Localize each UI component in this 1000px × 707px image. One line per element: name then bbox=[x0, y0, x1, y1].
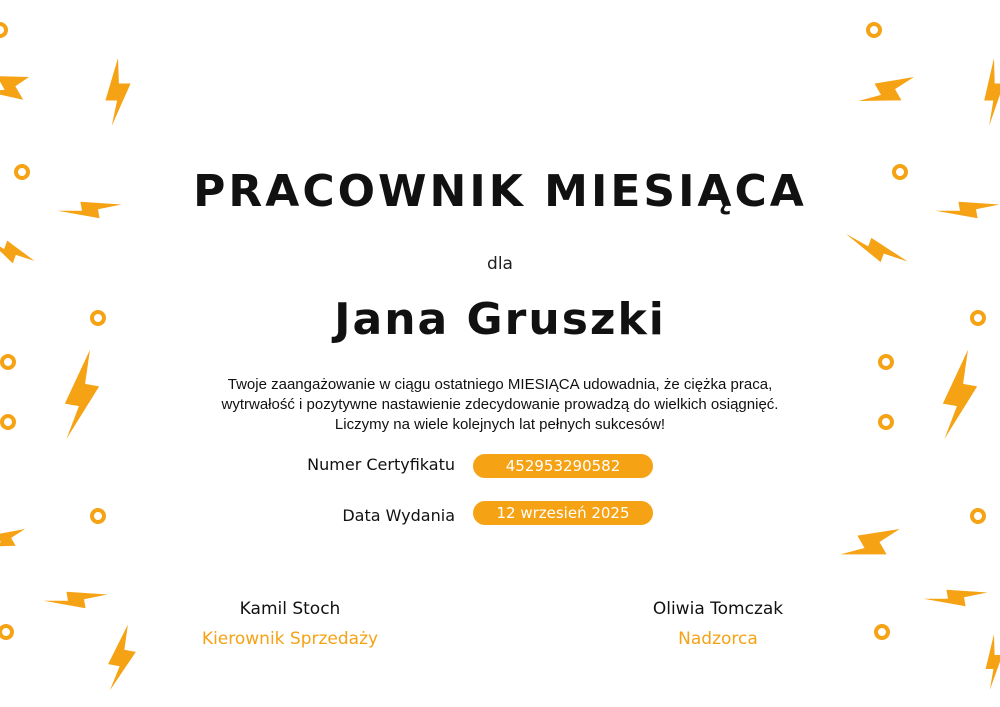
lightning-bolt-icon bbox=[0, 62, 37, 113]
lightning-bolt-icon bbox=[937, 347, 983, 443]
ring-icon bbox=[868, 24, 880, 36]
ring-icon bbox=[876, 626, 888, 638]
ring-icon bbox=[92, 510, 104, 522]
ring-icon bbox=[0, 24, 6, 36]
for-label: dla bbox=[487, 254, 513, 274]
certificate-body bbox=[200, 375, 800, 435]
lightning-bolt-icon bbox=[986, 634, 1000, 690]
body-line: Twoje zaangażowanie w ciągu ostatniego MIESIĄCA udowadnia, że ciężka praca, bbox=[227, 376, 773, 393]
lightning-bolt-icon bbox=[0, 521, 30, 560]
ring-icon bbox=[972, 510, 984, 522]
ring-icon bbox=[2, 416, 14, 428]
lightning-bolt-icon bbox=[43, 585, 109, 615]
issue-date-badge: 12 wrzesień 2025 bbox=[473, 501, 653, 525]
signature-name-right: Oliwia Tomczak bbox=[652, 599, 784, 619]
issue-date-label: Data Wydania bbox=[342, 506, 455, 525]
body-line: Liczymy na wiele kolejnych lat pełnych sukcesów! bbox=[334, 416, 666, 433]
lightning-bolt-icon bbox=[837, 516, 908, 575]
lightning-bolt-icon bbox=[104, 622, 141, 693]
signature-role-right: Nadzorca bbox=[678, 629, 758, 649]
ring-icon bbox=[2, 356, 14, 368]
recipient-name: Jana Gruszki bbox=[334, 294, 666, 345]
ring-icon bbox=[0, 626, 12, 638]
lightning-bolt-icon bbox=[105, 58, 130, 126]
signature-role-left: Kierownik Sprzedaży bbox=[201, 629, 379, 649]
lightning-bolt-icon bbox=[59, 347, 105, 443]
lightning-bolt-icon bbox=[855, 65, 921, 119]
certificate-number-label: Numer Certyfikatu bbox=[307, 455, 455, 474]
signature-name-left: Kamil Stoch bbox=[239, 599, 341, 619]
lightning-bolt-icon bbox=[984, 58, 1000, 126]
ring-icon bbox=[880, 356, 892, 368]
certificate-number-badge: 452953290582 bbox=[473, 454, 653, 478]
lightning-bolt-icon bbox=[923, 583, 989, 613]
body-line: wytrwałość i pozytywne nastawienie zdecydowanie prowadzą do wielkich osiągnięć. bbox=[221, 396, 779, 413]
ring-icon bbox=[880, 416, 892, 428]
certificate-title: PRACOWNIK MIESIĄCA bbox=[193, 166, 807, 217]
